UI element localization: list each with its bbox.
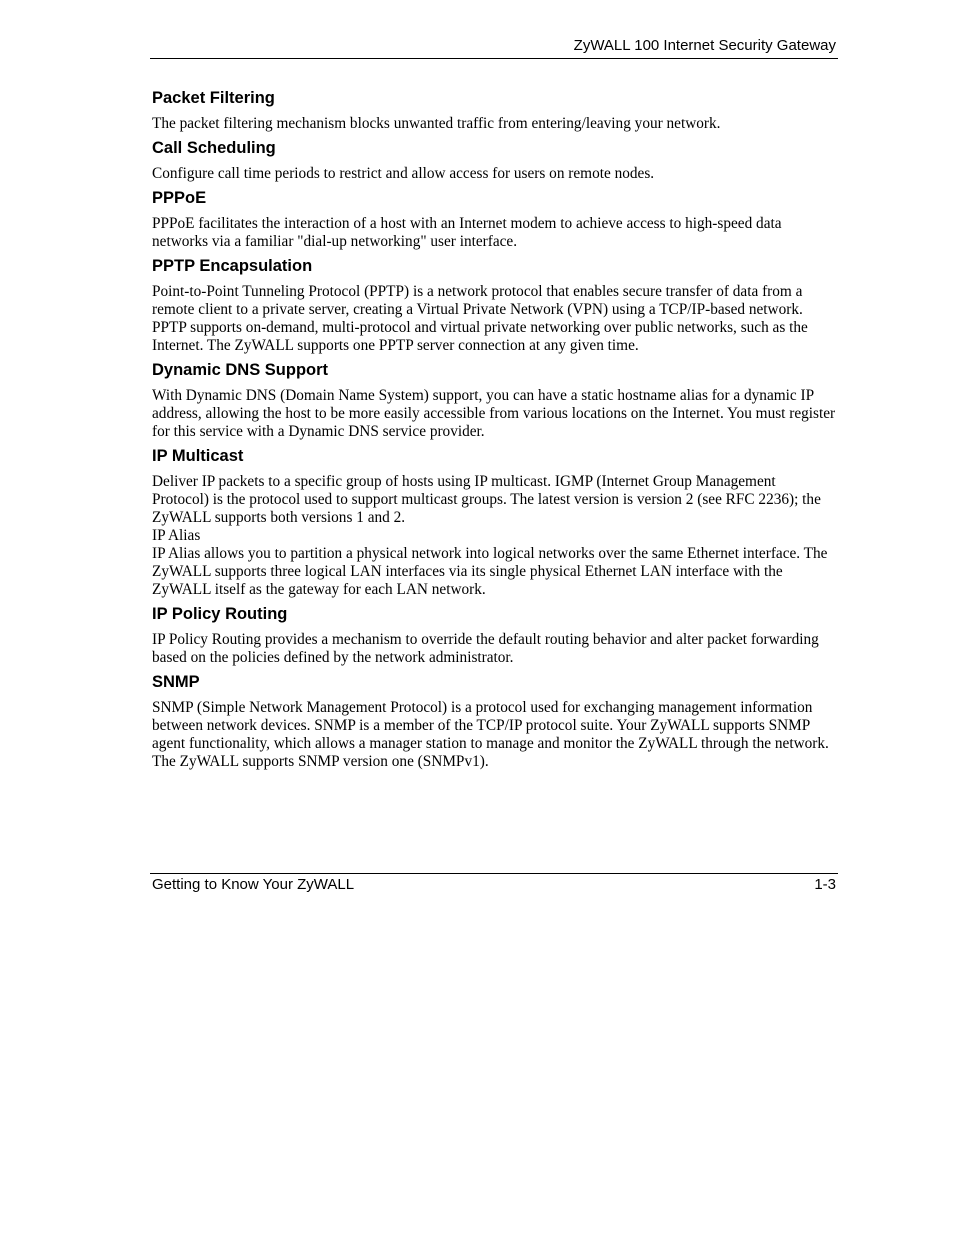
section-ip-multicast [152,446,836,599]
section-pppoe [152,188,836,251]
section-paragraph: With Dynamic DNS (Domain Name System) support, you can have a static hostname alias for a dynamic IP address, allowing the host to be more easily accessible from various locations on the Internet. You must register for this service with a Dynamic DNS service provider. [152,387,836,440]
section-heading: IP Policy Routing [152,605,288,623]
page-number: 1-3 [814,876,836,893]
section-paragraph: Configure call time periods to restrict and allow access for users on remote nodes. [152,165,655,182]
section-packet-filtering [152,88,836,133]
section-heading: PPPoE [152,189,207,207]
footer-chapter: Getting to Know Your ZyWALL [152,876,355,893]
section-paragraph: SNMP (Simple Network Management Protocol) is a protocol used for exchanging management information between network devices. SNMP is a member of the TCP/IP protocol suite. Your ZyWALL supports SNMP agent functionality, which allows a manager station to manage and monitor the ZyWALL through the network. The ZyWALL supports SNMP version one (SNMPv1). [152,699,829,770]
page-header [150,36,838,59]
page-content [152,88,836,776]
section-heading: Call Scheduling [152,139,276,157]
section-snmp [152,672,836,771]
section-pptp-encapsulation [152,256,836,355]
section-paragraph: IP Policy Routing provides a mechanism to override the default routing behavior and alter packet forwarding based on the policies defined by the network administrator. [152,631,819,666]
section-paragraph: IP Alias [152,527,201,544]
section-paragraph: The packet filtering mechanism blocks unwanted traffic from entering/leaving your network. [152,115,721,132]
section-heading: IP Multicast [152,447,244,465]
section-paragraph: Point-to-Point Tunneling Protocol (PPTP) is a network protocol that enables secure transfer of data from a remote client to a private server, creating a Virtual Private Network (VPN) using a TCP/IP-based network. PPTP supports on-demand, multi-protocol and virtual private networking over public networks, such as the Internet. The ZyWALL supports one PPTP server connection at any given time. [152,283,808,354]
section-dynamic-dns [152,360,836,441]
section-paragraph: PPPoE facilitates the interaction of a host with an Internet modem to achieve access to high-speed data networks via a familiar "dial-up networking" user interface. [152,215,782,250]
section-ip-policy-routing [152,604,836,667]
section-paragraph: IP Alias allows you to partition a physical network into logical networks over the same Ethernet interface. The ZyWALL supports three logical LAN interfaces via its single physical Ethernet LAN interface with the ZyWALL itself as the gateway for each LAN network. [152,545,828,598]
header-title: ZyWALL 100 Internet Security Gateway [573,37,836,54]
section-heading: Packet Filtering [152,89,275,107]
section-paragraph: Deliver IP packets to a specific group of hosts using IP multicast. IGMP (Internet Group Management Protocol) is the protocol used to support multicast groups. The latest version is version 2 (see RFC 2236); the ZyWALL supports both versions 1 and 2. [152,473,821,526]
section-heading: Dynamic DNS Support [152,361,329,379]
page-footer [150,873,838,896]
section-heading: PPTP Encapsulation [152,257,313,275]
section-heading: SNMP [152,673,200,691]
section-call-scheduling [152,138,836,183]
